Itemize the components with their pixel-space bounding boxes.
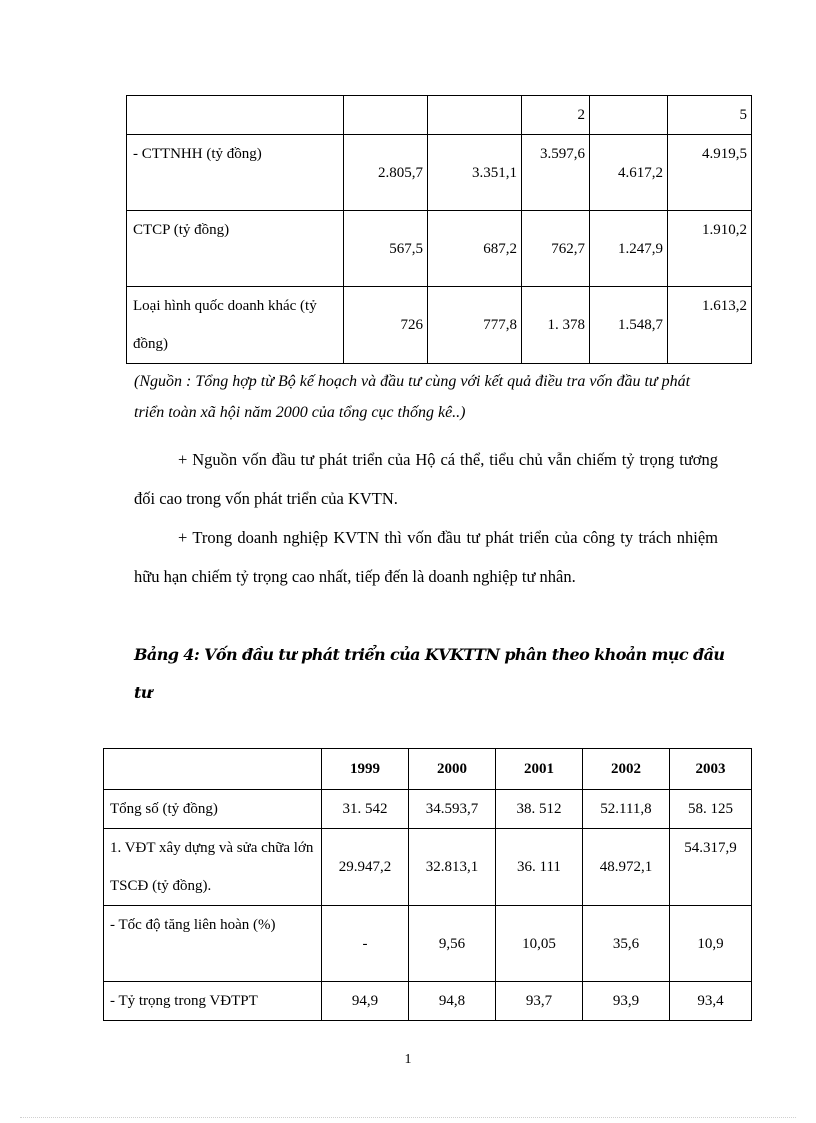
- cell-value: 9,56: [409, 906, 496, 982]
- cell-value: 52.111,8: [583, 790, 670, 829]
- header-year: 2001: [496, 749, 583, 790]
- table-header-row: [104, 749, 752, 790]
- cell-value: 1.910,2: [668, 211, 752, 287]
- cell-value: 1.613,2: [668, 287, 752, 364]
- cell-value: 31. 542: [322, 790, 409, 829]
- cell-value: 4.919,5: [668, 135, 752, 211]
- row-label: Loại hình quốc doanh khác (tỷ đồng): [127, 287, 344, 364]
- table-investment-by-ownership: [126, 95, 752, 364]
- cell-value: 48.972,1: [583, 829, 670, 906]
- cell-value: 93,4: [670, 982, 752, 1021]
- row-label: Tổng số (tỷ đồng): [104, 790, 322, 829]
- cell-value: 2: [522, 96, 590, 135]
- cell-value: [428, 96, 522, 135]
- source-note: (Nguồn : Tổng hợp từ Bộ kế hoạch và đầu tư cùng với kết quả điều tra vốn đầu tư phát triển toàn xã hội năm 2000 của tổng cục thống kê..): [134, 373, 691, 421]
- cell-value: 10,9: [670, 906, 752, 982]
- cell-value: 687,2: [428, 211, 522, 287]
- cell-value: 93,9: [583, 982, 670, 1021]
- table-investment-by-item: [103, 748, 752, 1021]
- header-year: 1999: [322, 749, 409, 790]
- page-divider: [20, 1117, 796, 1118]
- cell-value: 4.617,2: [590, 135, 668, 211]
- row-label: - Tốc độ tăng liên hoàn (%): [104, 906, 322, 982]
- cell-value: 32.813,1: [409, 829, 496, 906]
- cell-value: 94,9: [322, 982, 409, 1021]
- cell-value: 93,7: [496, 982, 583, 1021]
- row-label: [127, 96, 344, 135]
- cell-value: 726: [344, 287, 428, 364]
- table-row: [127, 287, 752, 364]
- cell-value: 29.947,2: [322, 829, 409, 906]
- page-number: 1: [404, 1052, 412, 1067]
- table-row: [127, 96, 752, 135]
- cell-value: 38. 512: [496, 790, 583, 829]
- cell-value: -: [322, 906, 409, 982]
- cell-value: 94,8: [409, 982, 496, 1021]
- header-year: 2003: [670, 749, 752, 790]
- table-row: [104, 906, 752, 982]
- paragraph-household-capital: + Nguồn vốn đầu tư phát triển của Hộ cá thể, tiểu chủ vẫn chiếm tỷ trọng tương đối cao trong vốn phát triển của KVTN.: [134, 450, 718, 508]
- cell-value: [344, 96, 428, 135]
- header-year: 2000: [409, 749, 496, 790]
- cell-value: 1.247,9: [590, 211, 668, 287]
- cell-value: [590, 96, 668, 135]
- table-row: [127, 135, 752, 211]
- cell-value: 1.548,7: [590, 287, 668, 364]
- table-row: [104, 982, 752, 1021]
- header-empty-cell: [104, 749, 322, 790]
- cell-value: 54.317,9: [670, 829, 752, 906]
- cell-value: 567,5: [344, 211, 428, 287]
- table-row: [127, 211, 752, 287]
- cell-value: 2.805,7: [344, 135, 428, 211]
- row-label: - CTTNHH (tỷ đồng): [127, 135, 344, 211]
- header-year: 2002: [583, 749, 670, 790]
- table-caption: Bảng 4: Vốn đầu tư phát triển của KVKTTN phân theo khoản mục đầu tư: [134, 645, 725, 702]
- row-label: 1. VĐT xây dựng và sửa chữa lớn TSCĐ (tỷ đồng).: [104, 829, 322, 906]
- cell-value: 36. 111: [496, 829, 583, 906]
- cell-value: 35,6: [583, 906, 670, 982]
- cell-value: 3.351,1: [428, 135, 522, 211]
- row-label: CTCP (tỷ đồng): [127, 211, 344, 287]
- table-row: [104, 829, 752, 906]
- cell-value: 777,8: [428, 287, 522, 364]
- cell-value: 1. 378: [522, 287, 590, 364]
- row-label: - Tỷ trọng trong VĐTPT: [104, 982, 322, 1021]
- cell-value: 58. 125: [670, 790, 752, 829]
- cell-value: 762,7: [522, 211, 590, 287]
- cell-value: 5: [668, 96, 752, 135]
- cell-value: 34.593,7: [409, 790, 496, 829]
- table-row: [104, 790, 752, 829]
- cell-value: 3.597,6: [522, 135, 590, 211]
- paragraph-enterprise-capital: + Trong doanh nghiệp KVTN thì vốn đầu tư phát triển của công ty trách nhiệm hữu hạn chiếm tỷ trọng cao nhất, tiếp đến là doanh nghiệp tư nhân.: [134, 528, 718, 586]
- cell-value: 10,05: [496, 906, 583, 982]
